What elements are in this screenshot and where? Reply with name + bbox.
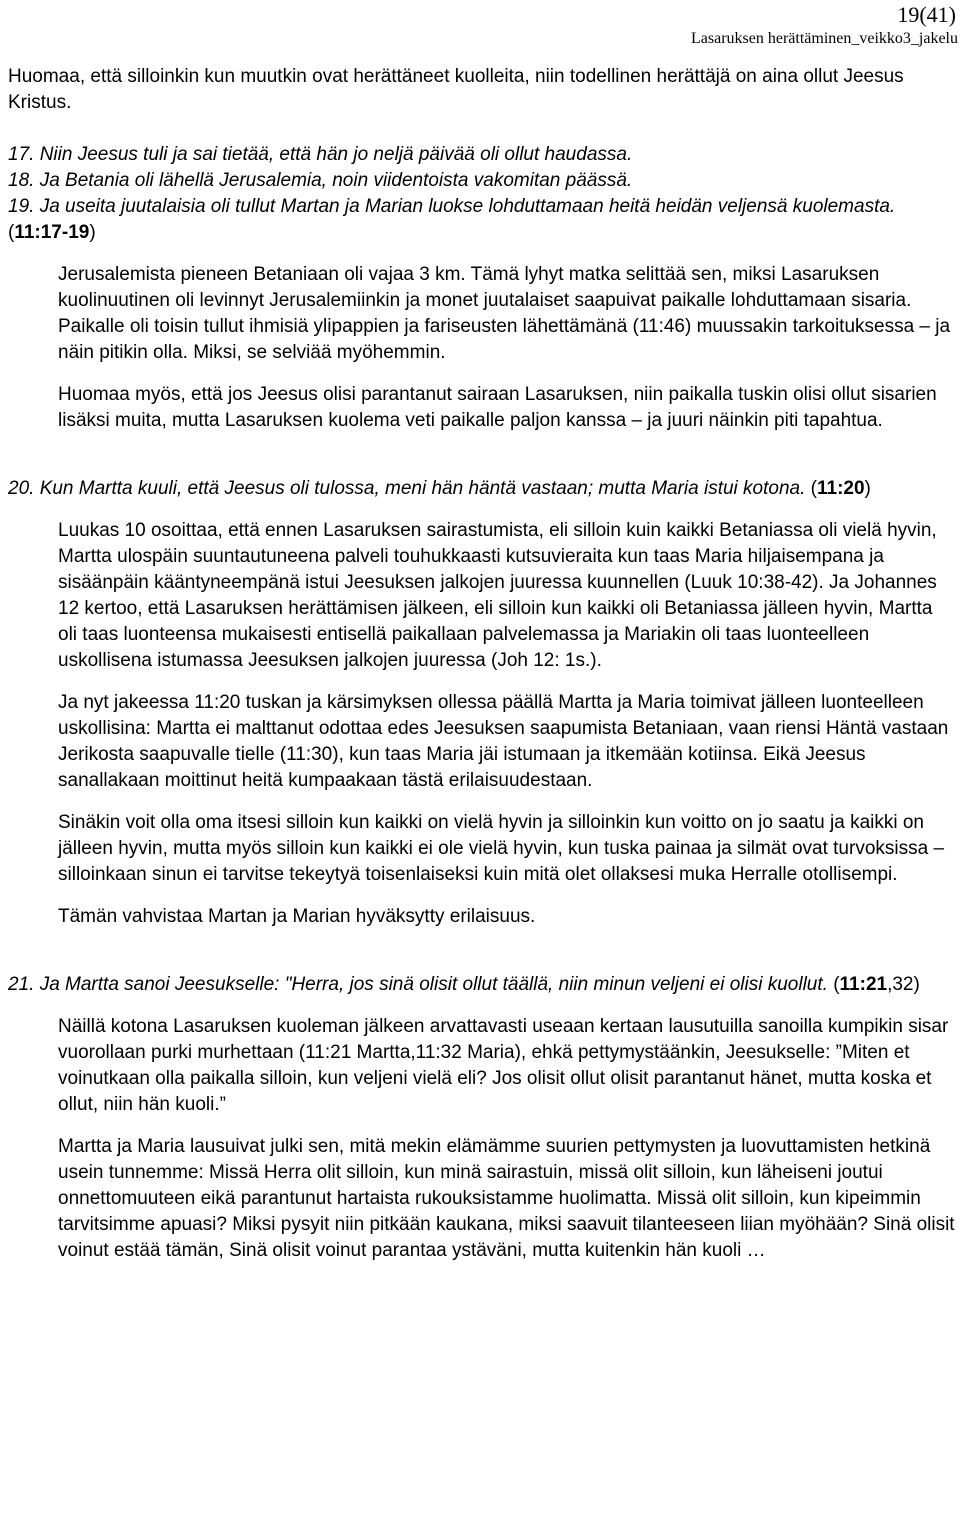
verse-21 xyxy=(8,972,956,998)
verse-21-text: 21. Ja Martta sanoi Jeesukselle: "Herra, jos sinä olisit ollut täällä, niin minun veljeni ei olisi kuollut. xyxy=(8,974,828,995)
comment-paragraph: Näillä kotona Lasaruksen kuoleman jälkeen arvattavasti useaan kertaan lausutuilla sanoilla kumpikin sisar vuorollaan purki murhettaan (11:21 Martta,11:32 Maria), ehkä pettymystäänkin, Jeesukselle: ”Miten et voinutkaan olla paikalla silloin, kun veljeni vielä eli? Jos olisit ollut olisit parantanut hänet, mutta koska et ollut, niin hän kuoli.” xyxy=(58,1016,949,1115)
verse-20 xyxy=(8,476,956,502)
verse-18: 18. Ja Betania oli lähellä Jerusalemia, noin viidentoista vakomitan päässä. xyxy=(8,170,633,191)
page-number: 19(41) xyxy=(897,2,956,27)
comment-paragraph: Huomaa myös, että jos Jeesus olisi parantanut sairaan Lasaruksen, niin paikalla tuskin olisi ollut sisarien lisäksi muita, mutta Lasaruksen kuolema veti paikalle paljon kanssa – ja juuri näinkin piti tapahtua. xyxy=(58,384,937,431)
intro-paragraph: Huomaa, että silloinkin kun muutkin ovat herättäneet kuolleita, niin todellinen herättäjä on aina ollut Jeesus Kristus. xyxy=(8,66,904,113)
document-body xyxy=(8,64,956,1264)
comment-paragraph: Tämän vahvistaa Martan ja Marian hyväksytty erilaisuus. xyxy=(58,906,536,927)
verse-ref: (11:17-19) xyxy=(8,222,96,243)
verse-19 xyxy=(8,194,956,246)
comment-paragraph: Luukas 10 osoittaa, että ennen Lasaruksen sairastumista, eli silloin kuin kaikki Betaniassa oli vielä hyvin, Martta ulospäin suuntautuneena palveli touhukkaasti kutsuvieraita kun taas Maria hiljaisempana ja sisäänpäin kääntyneempänä istui Jeesuksen jalkojen juuressa kuunnellen (Luuk 10:38-42). Ja Johannes 12 kertoo, että Lasaruksen herättämisen jälkeen, eli silloin kun kaikki oli Betaniassa jälleen hyvin, Martta oli taas luonteensa mukaisesti entisellä paikallaan palvelemassa ja Mariakin oli taas luonteelleen uskollisena istumassa Jeesuksen jalkojen juuressa (Joh 12: 1s.). xyxy=(58,520,937,671)
comment-paragraph: Sinäkin voit olla oma itsesi silloin kun kaikki on vielä hyvin ja silloinkin kun voitto on jo saatu ja kaikki on jälleen hyvin, mutta myös silloin kun kaikki ei ole vielä hyvin, kun tuska painaa ja silmät ovat turvoksissa – silloinkaan sinun ei tarvitse tekeytyä toisenlaiseksi kuin mitä olet ollaksesi muka Herralle otollisempi. xyxy=(58,812,945,885)
verse-20-text: 20. Kun Martta kuuli, että Jeesus oli tulossa, meni hän häntä vastaan; mutta Maria istui kotona. xyxy=(8,478,806,499)
document-code: Lasaruksen herättäminen_veikko3_jakelu xyxy=(690,30,958,47)
comment-paragraph: Ja nyt jakeessa 11:20 tuskan ja kärsimyksen ollessa päällä Martta ja Maria toimivat jälleen luonteelleen uskollisina: Martta ei malttanut odottaa edes Jeesuksen saapumista Betaniaan, vaan riensi Häntä vastaan Jerikosta saapuvalle tielle (11:30), kun taas Maria jäi istumaan ja itkemään kotiinsa. Eikä Jeesus sanallakaan moittinut heitä kumpaakaan tästä erilaisuudestaan. xyxy=(58,692,949,791)
verse-ref: (11:21,32) xyxy=(833,974,920,995)
comment-paragraph: Martta ja Maria lausuivat julki sen, mitä mekin elämämme suurien pettymysten ja luovuttamisten hetkinä usein tunnemme: Missä Herra olit silloin, kun minä sairastuin, missä olit silloin, kun läheiseni joutui onnettomuuteen eikä parantunut hartaista rukouksistamme huolimatta. Missä olit silloin, kun kipeimmin tarvitsimme apuasi? Miksi pysyit niin pitkään kaukana, miksi saavuit tilanteeseen liian myöhään? Sinä olisit voinut estää tämän, Sinä olisit voinut parantaa ystäväni, mutta kuitenkin hän kuoli … xyxy=(58,1136,955,1261)
verse-17: 17. Niin Jeesus tuli ja sai tietää, että hän jo neljä päivää oli ollut haudassa. xyxy=(8,144,633,165)
verse-19-text: 19. Ja useita juutalaisia oli tullut Martan ja Marian luokse lohduttamaan heitä heidän veljensä kuolemasta. xyxy=(8,196,896,217)
comment-paragraph: Jerusalemista pieneen Betaniaan oli vajaa 3 km. Tämä lyhyt matka selittää sen, miksi Lasaruksen kuolinuutinen oli levinnyt Jerusalemiinkin ja monet juutalaiset saapuivat paikalle lohduttamaan sisaria. Paikalle oli toisin tullut ihmisiä ylipappien ja fariseusten lähettämänä (11:46) muussakin tarkoituksessa – ja näin pitikin olla. Miksi, se selviää myöhemmin. xyxy=(58,264,951,363)
verse-ref: (11:20) xyxy=(810,478,871,499)
